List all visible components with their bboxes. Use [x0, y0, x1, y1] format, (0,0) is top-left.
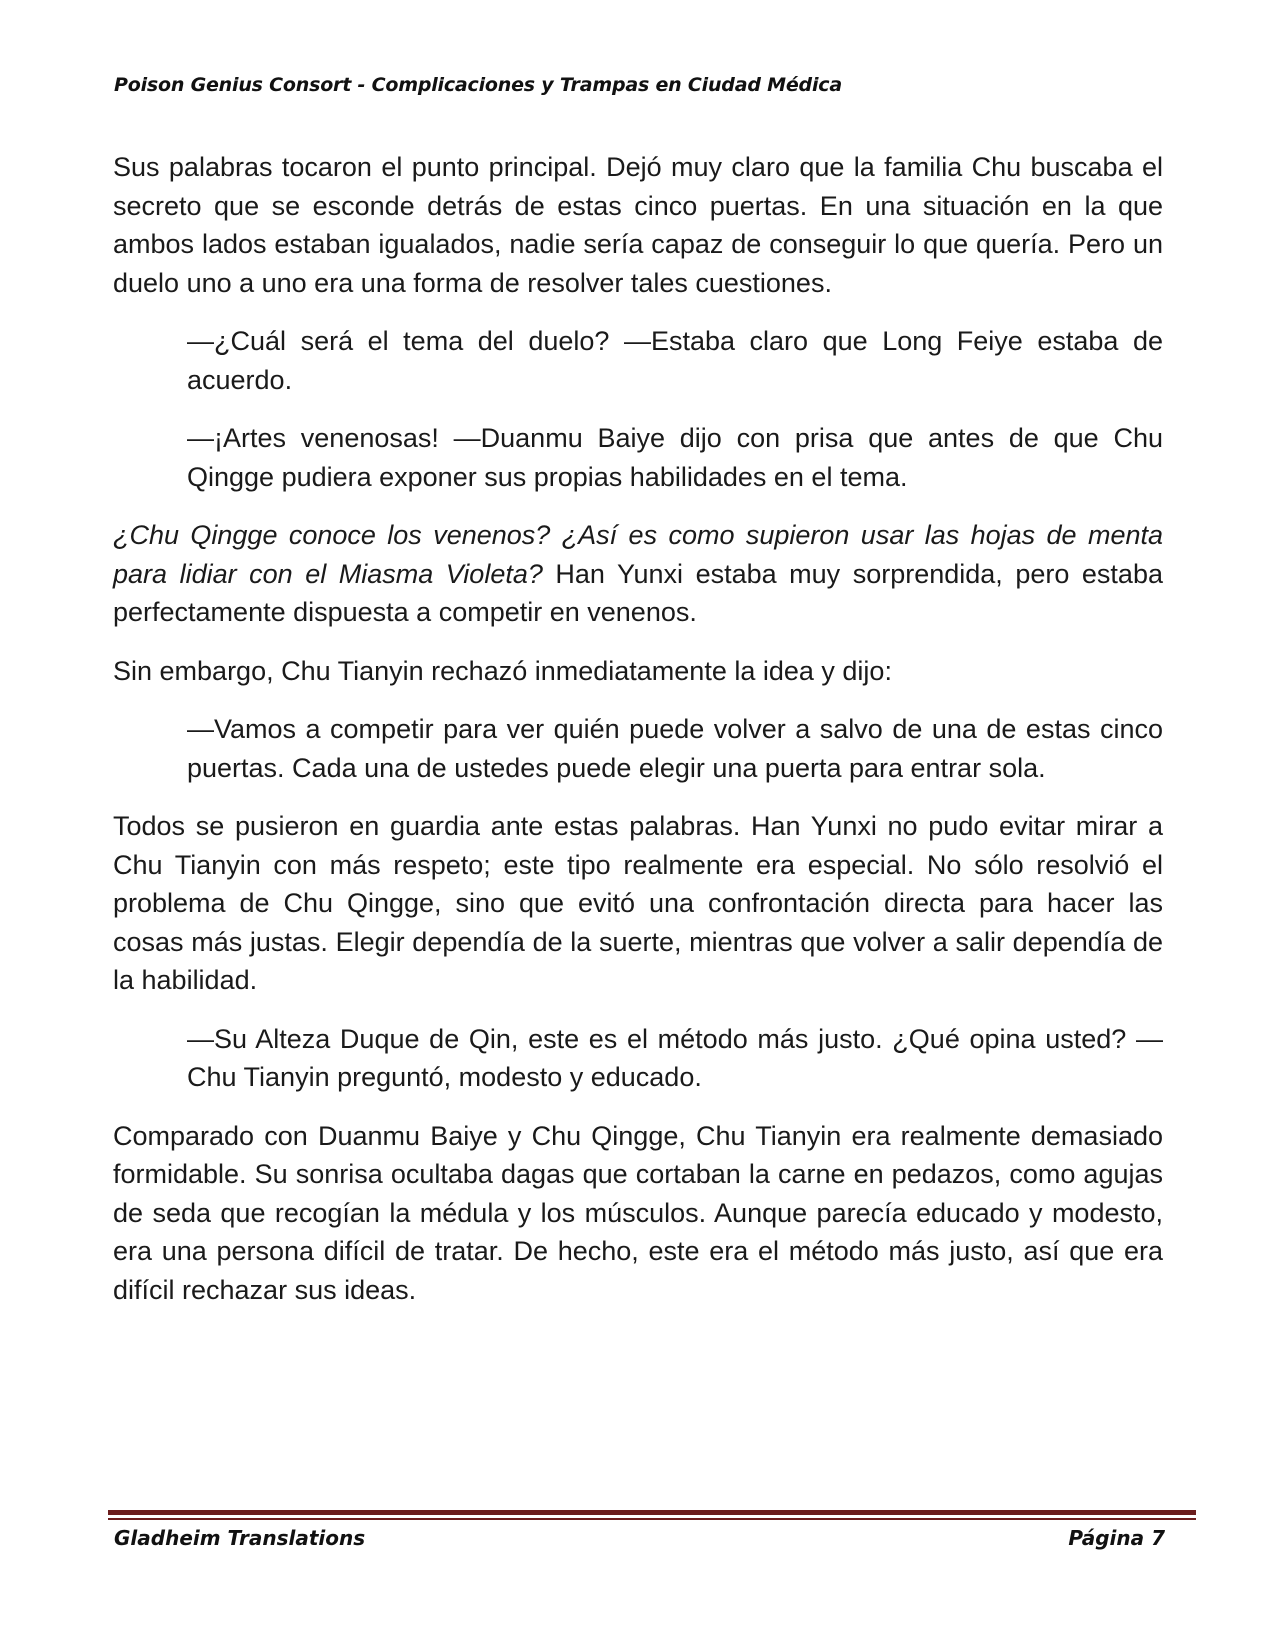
- paragraph: Todos se pusieron en guardia ante estas palabras. Han Yunxi no pudo evitar mirar a Chu Tianyin con más respeto; este tipo realmente era especial. No sólo resolvió el problema de Chu Qingge, sino que evitó una confrontación directa para hacer las cosas más justas. Elegir dependía de la suerte, mientras que volver a salir dependía de la habilidad.: [113, 811, 1163, 995]
- footer-rule: [108, 1510, 1196, 1515]
- footer-rule-thin: [108, 1518, 1196, 1520]
- paragraph: [113, 516, 1163, 632]
- body-text: [113, 148, 1163, 1329]
- paragraph: Sin embargo, Chu Tianyin rechazó inmediatamente la idea y dijo:: [113, 655, 892, 686]
- paragraph: Sus palabras tocaron el punto principal. Dejó muy claro que la familia Chu buscaba el secreto que se esconde detrás de estas cinco puertas. En una situación en la que ambos lados estaban igualados, nadie sería capaz de conseguir lo que quería. Pero un duelo uno a uno era una forma de resolver tales cuestiones.: [113, 152, 1163, 298]
- dialogue-paragraph: —Su Alteza Duque de Qin, este es el método más justo. ¿Qué opina usted? —Chu Tianyin preguntó, modesto y educado.: [187, 1023, 1163, 1092]
- dialogue-paragraph: —Vamos a competir para ver quién puede volver a salvo de una de estas cinco puertas. Cada una de ustedes puede elegir una puerta para entrar sola.: [187, 714, 1163, 783]
- footer-publisher: Gladheim Translations: [114, 1526, 366, 1550]
- page-number: Página 7: [1068, 1526, 1165, 1550]
- dialogue-paragraph: —¿Cuál será el tema del duelo? —Estaba claro que Long Feiye estaba de acuerdo.: [187, 326, 1163, 395]
- dialogue-paragraph: —¡Artes venenosas! —Duanmu Baiye dijo con prisa que antes de que Chu Qingge pudiera exponer sus propias habilidades en el tema.: [187, 423, 1163, 492]
- paragraph-text: Han Yunxi estaba muy sorprendida, pero estaba perfectamente dispuesta a competir en venenos.: [113, 558, 1163, 627]
- italic-thought: ¿Chu Qingge conoce los venenos? ¿Así es como supieron usar las hojas de menta para lidiar con el Miasma Violeta?: [113, 520, 1163, 589]
- running-header: Poison Genius Consort - Complicaciones y Trampas en Ciudad Médica: [114, 74, 842, 96]
- paragraph: Comparado con Duanmu Baiye y Chu Qingge, Chu Tianyin era realmente demasiado formidable. Su sonrisa ocultaba dagas que cortaban la carne en pedazos, como agujas de seda que recogían la médula y los músculos. Aunque parecía educado y modesto, era una persona difícil de tratar. De hecho, este era el método más justo, así que era difícil rechazar sus ideas.: [113, 1120, 1163, 1305]
